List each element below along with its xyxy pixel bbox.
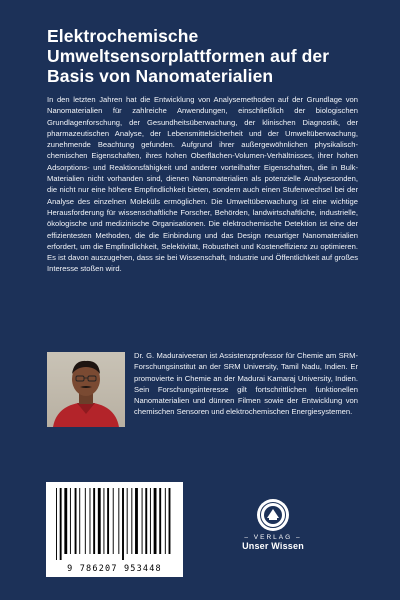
barcode-bar bbox=[64, 488, 67, 554]
barcode-bar bbox=[122, 488, 124, 560]
barcode-bar bbox=[60, 488, 62, 560]
barcode-bar bbox=[85, 488, 86, 554]
author-photo bbox=[47, 352, 125, 427]
publisher-verlag-label: – VERLAG – bbox=[244, 534, 302, 541]
barcode-bar bbox=[118, 488, 119, 554]
barcode-bar bbox=[135, 488, 138, 554]
barcode-bar bbox=[90, 488, 91, 554]
barcode-bar bbox=[70, 488, 71, 554]
barcode-bar bbox=[93, 488, 95, 554]
isbn-number: 9 786207 953448 bbox=[67, 564, 162, 574]
barcode-bar bbox=[165, 488, 166, 554]
barcode-bar bbox=[127, 488, 128, 554]
barcode-bar bbox=[145, 488, 147, 554]
publisher-logo-icon bbox=[256, 498, 290, 532]
barcode-bar bbox=[159, 488, 161, 554]
barcode-bar bbox=[79, 488, 80, 554]
barcode-bar bbox=[56, 488, 57, 560]
barcode-bar bbox=[113, 488, 114, 554]
barcode-bar bbox=[103, 488, 104, 554]
barcode-bar bbox=[154, 488, 157, 554]
barcode-bar bbox=[107, 488, 109, 554]
isbn-barcode bbox=[46, 482, 183, 577]
barcode-bar bbox=[131, 488, 132, 554]
author-bio: Dr. G. Maduraiveeran ist Assistenzprofessor für Chemie am SRM-Forschungsinstitut an der SRM University, Tamil Nadu, Indien. Er promovierte in Chemie an der Madurai Kamaraj University, Indien. Sein Forschungsinteresse gilt fortschrittlichen funktionellen Nanomaterialien und dünnen Filmen sowie der Entwicklung von chemischen Sensoren und elektrochemischen Energiesystemen. bbox=[134, 351, 358, 417]
barcode-bar bbox=[142, 488, 143, 554]
barcode-bar bbox=[98, 488, 101, 554]
book-description: In den letzten Jahren hat die Entwicklung von Analysemethoden auf der Grundlage von Nanomaterialien für zahlreiche Anwendungen, einschließlich der biologischen Grundlagenforschung, der Gesundheitsüberwachung, der klinischen Diagnostik, der pharmazeutischen Analyse, der Lebensmittelsicherheit und der Umweltüberwachung, zunehmende Beachtung gefunden. Aufgrund ihrer außergewöhnlichen physikalisch-chemischen Eigenschaften, ihres hohen Oberflächen-Volumen-Verhältnisses, ihrer hohen Adsorptions- und Reaktionsfähigkeit und anderer vorteilhafter Eigenschaften, die in Bulk-Materialien nicht vorhanden sind, dienen Nanomaterialien als potenzielle Analysesonden, die nicht nur eine höhere Empfindlichkeit bieten, sondern auch einen Stufenwechsel bei der Analyse des einzelnen Moleküls ermöglichen. Die Umweltüberwachung ist eine wichtige Herausforderung für wissenschaftliche Forscher, Behörden, landwirtschaftliche, industrielle, ökologische und medizinische Organisationen. Die elektrochemische Detektion ist eine der effizientesten Methoden, die die Einbindung und das Design neuartiger Nanomaterialien erfordert, um die Empfindlichkeit, Selektivität, Robustheit und Kosteneffizienz zu optimieren. Es ist davon auszugehen, dass sie bei Wissenschaft, Industrie und Öffentlichkeit auf großes Interesse stoßen wird. bbox=[47, 95, 358, 274]
publisher-block bbox=[227, 498, 319, 562]
book-title: Elektrochemische Umweltsensorplattformen auf der Basis von Nanomaterialien bbox=[47, 26, 330, 86]
barcode-bar bbox=[150, 488, 151, 554]
barcode-bars bbox=[54, 488, 175, 560]
publisher-name: Unser Wissen bbox=[242, 541, 304, 551]
barcode-bar bbox=[75, 488, 77, 554]
barcode-bar bbox=[169, 488, 171, 554]
